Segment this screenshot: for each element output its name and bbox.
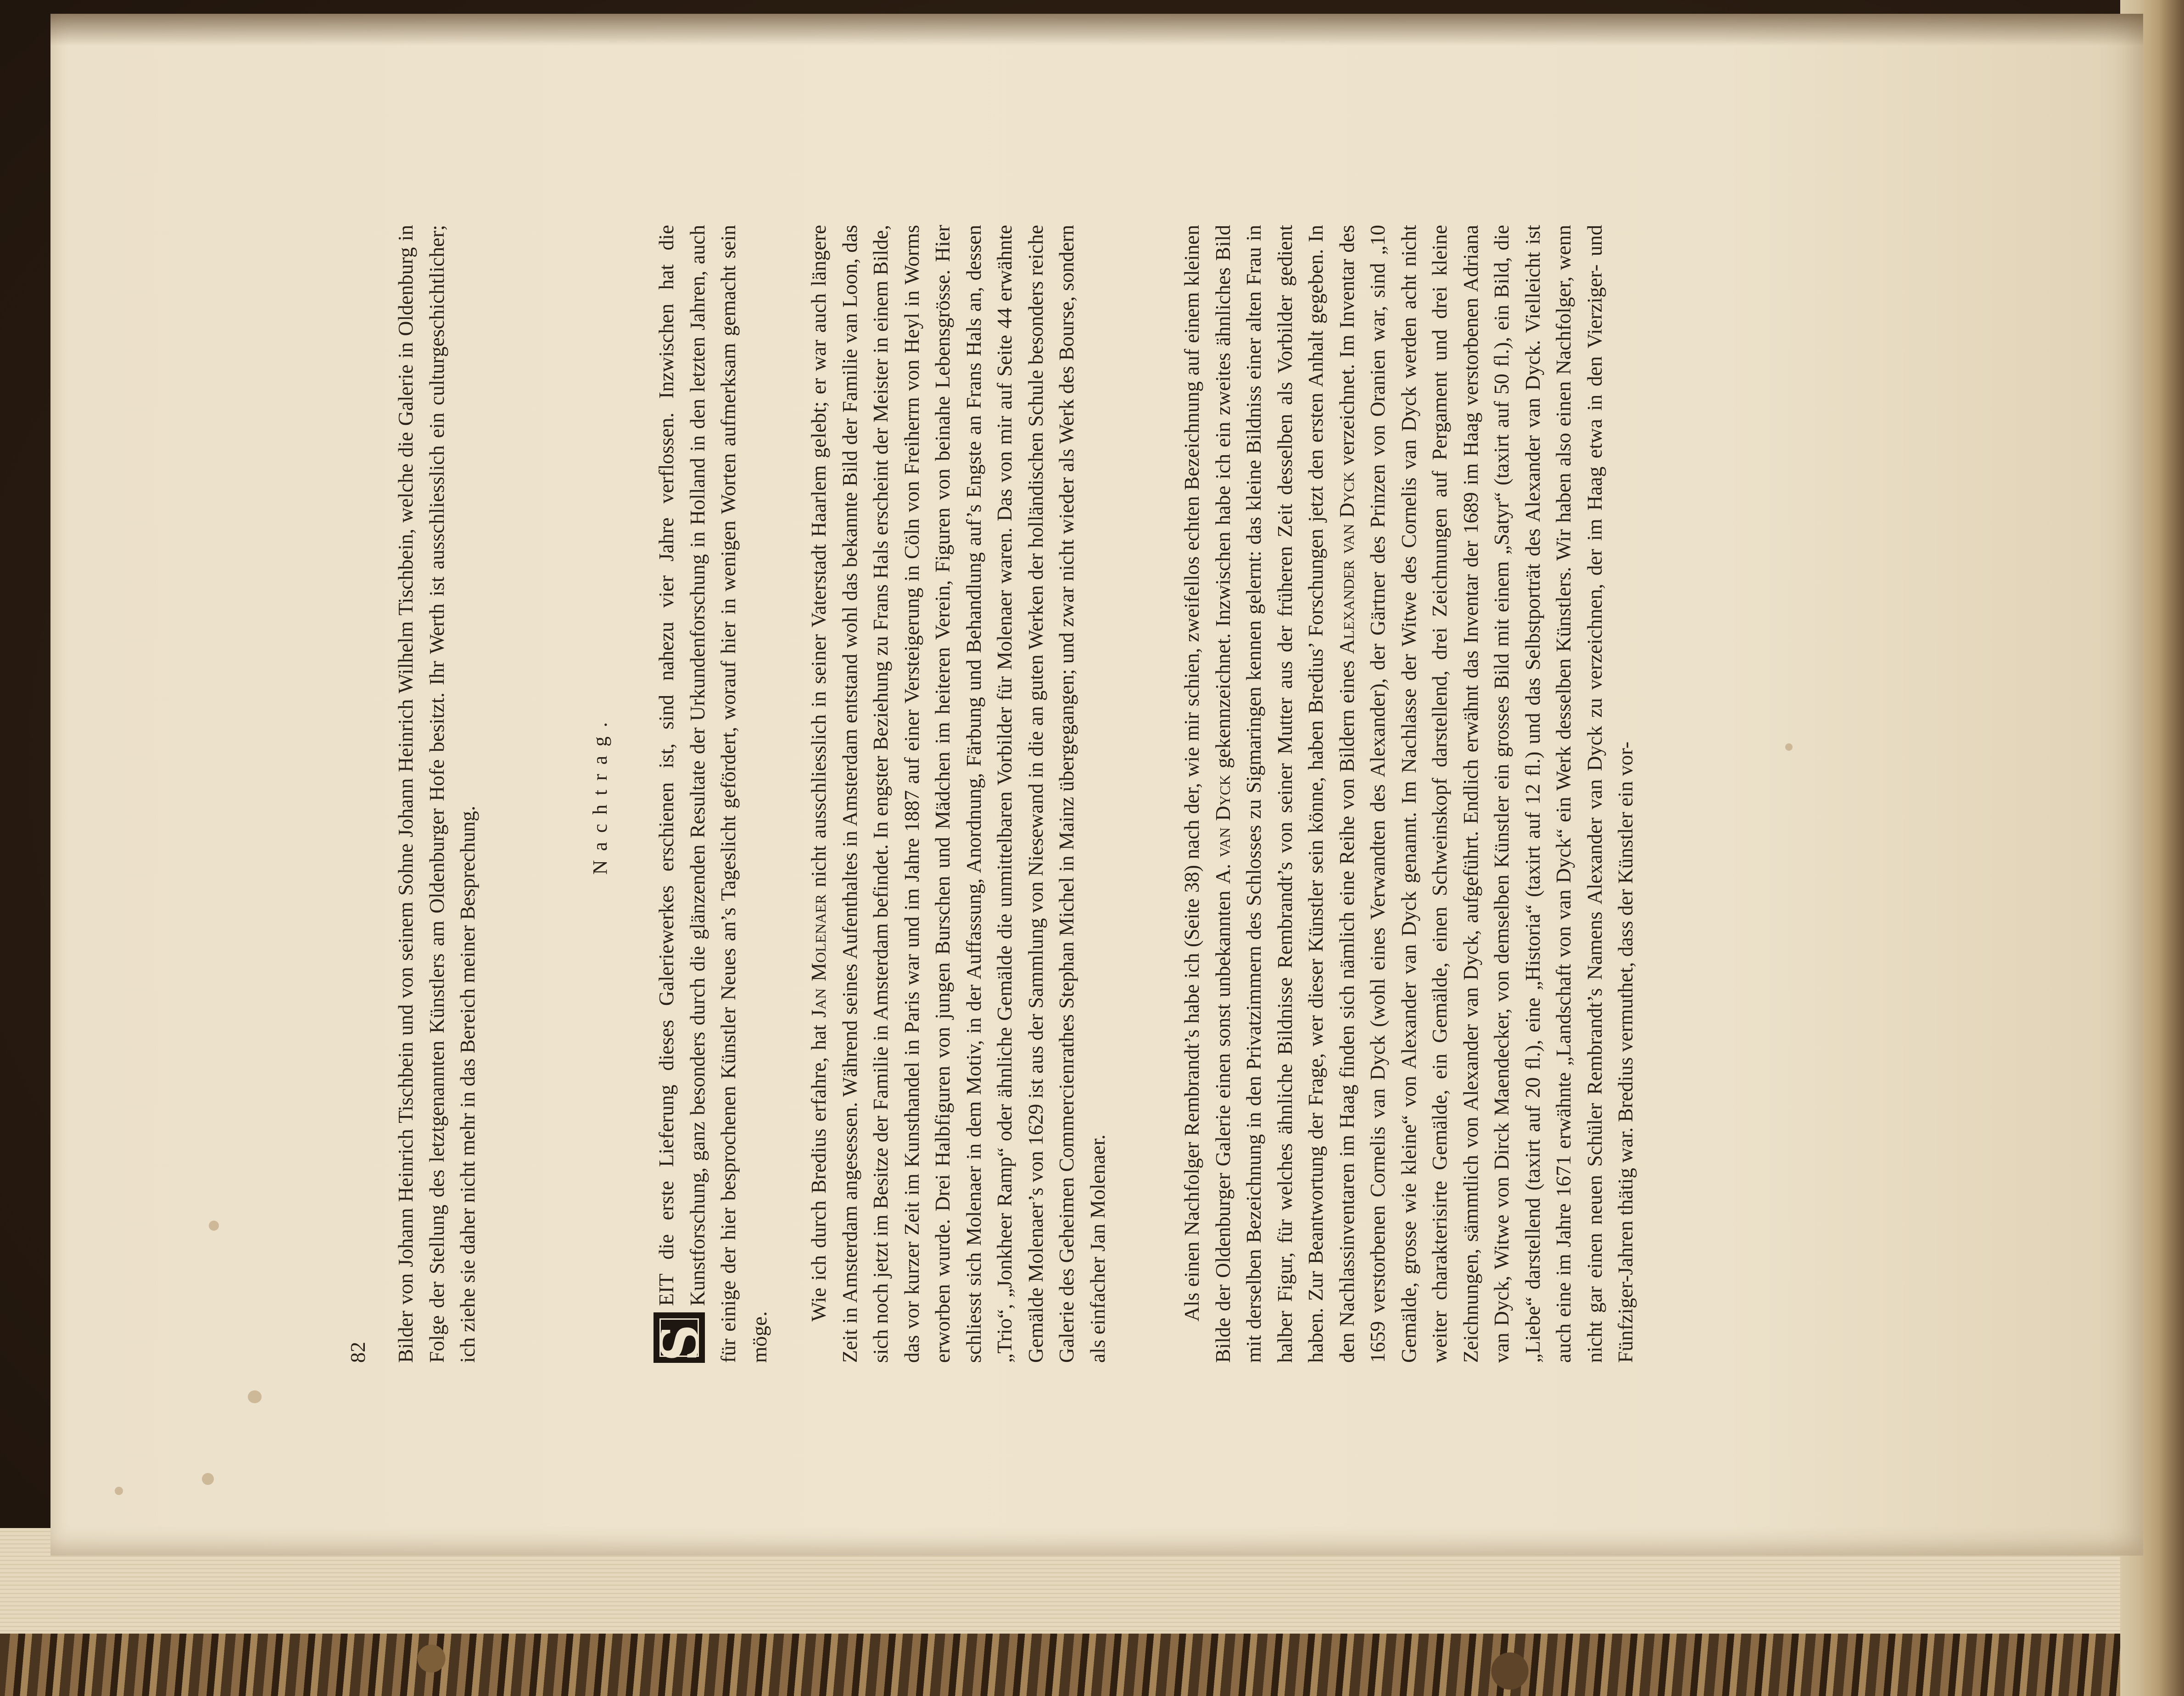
page-number: 82 — [346, 1342, 369, 1363]
foxing-stain — [202, 1473, 214, 1485]
paragraph-nachtrag-1 — [651, 225, 775, 1363]
paragraph-molenaer — [803, 225, 1113, 1363]
paragraph-text: nicht ausschliesslich in seiner Vaterstadt Haarlem gelebt; er war auch längere Zeit in Amsterdam angesessen. Während seines Aufenthaltes in Amsterdam entstand wohl das bekannte Bild der Familie van Loon, das sich noch jetzt im Besitze der Familie in Amsterdam befindet. In engster Beziehung zu Frans Hals erscheint der Meister in einem Bilde, das vor kurzer Zeit im Kunsthandel in Paris war und im Jahre 1887 auf einer Versteigerung in Cöln von Freiherrn von Heyl in Worms erworben wurde. Drei Halbfiguren von jungen Burschen und Mädchen im heiteren Verein, Figuren von beinahe Lebensgrösse. Hier schliesst sich Molenaer in dem Motiv, in der Auffassung, Anordnung, Färbung und Behandlung auf’s Engste an Frans Hals an, dessen „Trio“, „Jonkheer Ramp“ oder ähnliche Gemälde die unmittelbaren Vorbilder für Molenaer waren. Das von mir auf Seite 44 erwähnte Gemälde Molenaer’s von 1629 ist aus der Sammlung von Niesewand in die an guten Werken der holländischen Schule besonders reiche Galerie des Geheimen Commercienrathes Stephan Michel in Mainz übergegangen; und zwar nicht wieder als Werk des Bourse, sondern als einfacher Jan Molenaer. — [807, 225, 1109, 1363]
drop-cap-initial: S — [654, 1312, 705, 1363]
lead-word: EIT — [654, 1273, 678, 1306]
foxing-stain — [248, 1390, 262, 1403]
section-heading: Nachtrag. — [589, 713, 611, 875]
foxing-stain — [209, 1221, 219, 1231]
rotated-text-block — [344, 225, 1776, 1363]
paragraph-text: gekennzeichnet. Inzwischen habe ich ein zweites ähnliches Bild mit derselben Bezeichnung in den Privatzimmern des Schlosses zu Sigmaringen kennen gelernt: das kleine Bildniss einer alten Frau in halber Figur, für welches ähnliche Bildnisse Rembrandt’s von seiner Mutter aus der früheren Zeit desselben als Vorbilder gedient haben. Zur Beantwortung der Frage, wer dieser Künstler sein könne, haben Bredius’ Forschungen jetzt den ersten Anhalt gegeben. In den Nachlassinventaren im Haag finden sich nämlich eine Reihe von Bildern eines — [1211, 225, 1358, 1363]
artist-name: A. van Dyck — [1211, 775, 1234, 884]
paragraph-text: Als einen Nachfolger Rembrandt’s habe ich (Seite 38) nach der, wie mir schien, zweifellos echten Bezeichnung auf einem kleinen Bilde der Oldenburger Galerie einen sonst unbekannten — [1180, 225, 1234, 1363]
marbled-cover-edge — [0, 1634, 2157, 1696]
artist-name: Jan Molenaer — [807, 894, 830, 1018]
gutter-shadow — [50, 14, 2143, 46]
paragraph-text: die erste Lieferung dieses Galeriewerkes erschienen ist, sind nahezu vier Jahre verflossen. Inzwischen hat die Kunstforschung, ganz besonders durch die glänzenden Resultate der Urkundenforschung in Holland in den letzten Jahren, auch für einige der hier besprochenen Künstler Neues an’s Tageslicht gefördert, worauf hier in wenigen Worten aufmerksam gemacht sein möge. — [654, 225, 771, 1363]
foxing-stain — [1785, 743, 1793, 751]
paragraph-van-dyck — [1176, 225, 1641, 1363]
book-page — [50, 14, 2143, 1556]
intro-paragraph: Bilder von Johann Heinrich Tischbein und von seinem Sohne Johann Heinrich Wilhelm Tischbein, welche die Galerie in Oldenburg in Folge der Stellung des letztgenannten Künstlers am Oldenburger Hofe besitzt. Ihr Werth ist ausschliesslich ein culturgeschichtlicher; ich ziehe sie daher nicht mehr in das Bereich meiner Besprechung. — [394, 225, 479, 1363]
paragraph-text: Wie ich durch Bredius erfahre, hat — [807, 1017, 830, 1322]
foxing-stain — [115, 1487, 123, 1495]
paragraph-text: verzeichnet. Im Inventar des 1659 verstorbenen Cornelis van Dyck (wohl eines Verwandten des Alexander), der Gärtner des Prinzen von Oranien war, sind „10 Gemälde, grosse wie kleine“ von Alexander van Dyck genannt. Im Nachlasse der Witwe des Cornelis van Dyck werden acht nicht weiter charakterisirte Gemälde, ein Gemälde, einen Schweinskopf darstellend, drei Zeichnungen auf Pergament und drei kleine Zeichnungen, sämmtlich von Alexander van Dyck, aufgeführt. Endlich erwähnt das Inventar der 1689 im Haag verstorbenen Adriana van Dyck, Witwe von Dirck Maendecker, von demselben Künstler ein grosses Bild mit einem „Satyr“ (taxirt auf 50 fl.), ein Bild, die „Liebe“ darstellend (taxirt auf 20 fl.), eine „Historia“ (taxirt auf 12 fl.) und das Selbstporträt des Alexander van Dyck. Vielleicht ist auch eine im Jahre 1671 erwähnte „Landschaft von van Dyck“ ein Werk desselben Künstlers. Wir haben also einen Nachfolger, wenn nicht gar einen neuen Schüler Rembrandt’s Namens Alexander van Dyck zu verzeichnen, der im Haag etwa in den Vierziger- und Fünfziger-Jahren thätig war. Bredius vermuthet, dass der Künstler ein vor- — [1335, 225, 1637, 1363]
artist-name: Alexander van Dyck — [1335, 471, 1358, 654]
